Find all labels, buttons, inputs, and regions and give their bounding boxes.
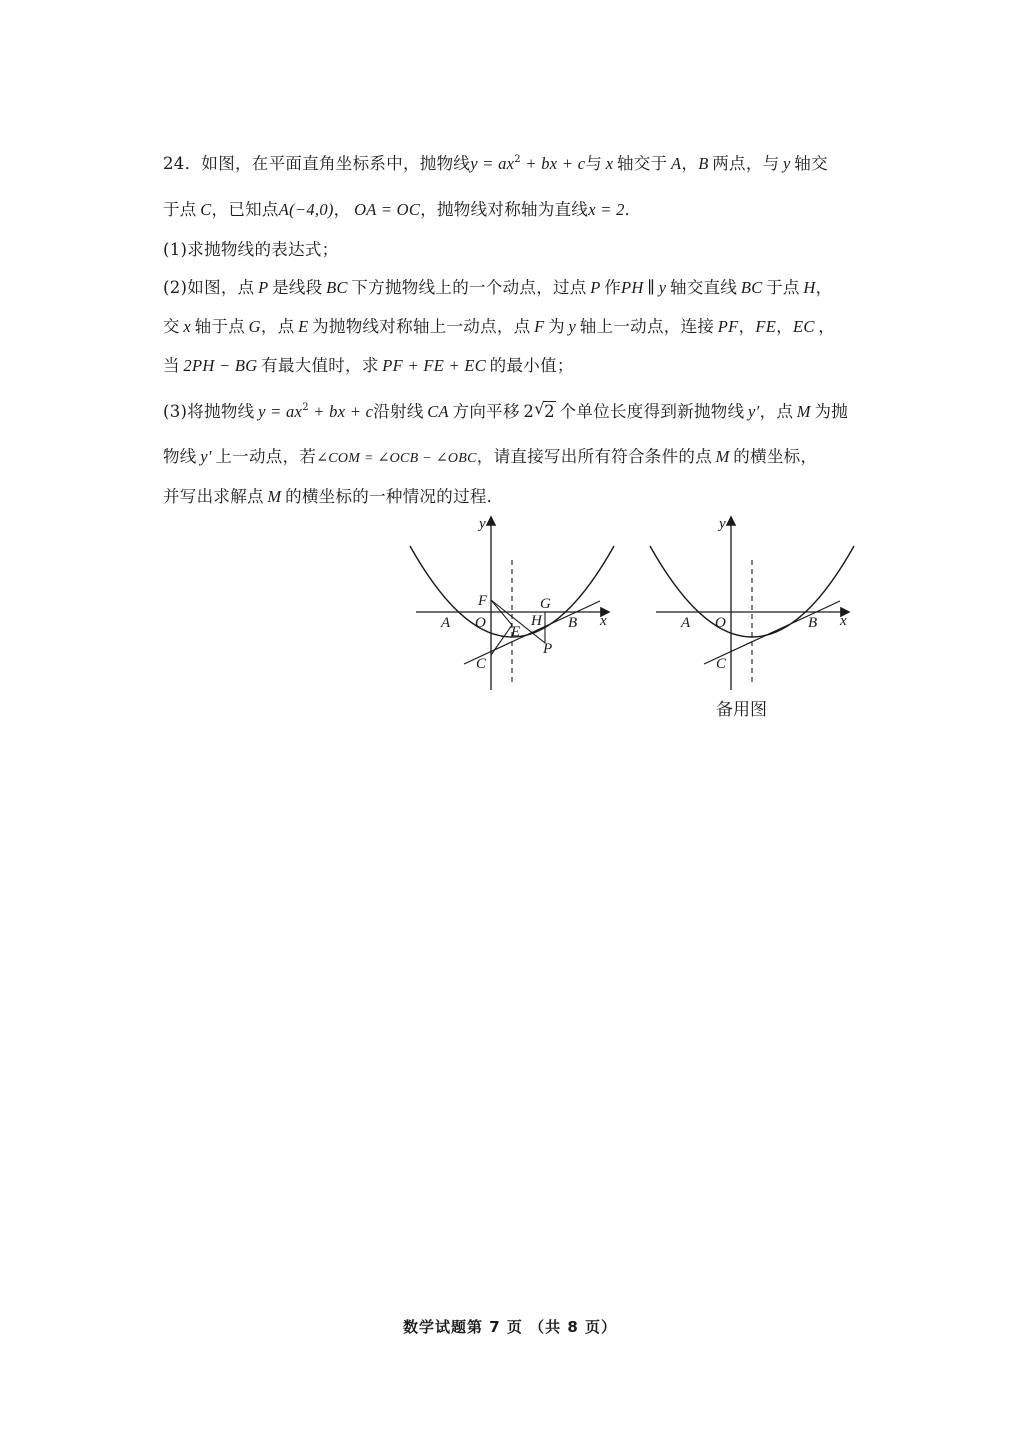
text-segment: 并写出求解点 (163, 487, 264, 506)
text-segment: 轴上一动点，连接 (579, 317, 715, 336)
text-segment: (3)将抛物线 (163, 402, 255, 421)
text-segment: 为 (548, 317, 565, 336)
text-segment: 物线 (163, 447, 197, 466)
math-P: P (590, 278, 601, 297)
label-C: C (476, 656, 487, 672)
text-segment: ，点 (759, 402, 794, 421)
math-BC: BC (740, 278, 763, 297)
math-y-prime: y′ (748, 402, 760, 421)
text-segment: 的横坐标的一种情况的过程． (285, 487, 504, 506)
label-B: B (568, 615, 578, 631)
label-B: B (808, 615, 818, 631)
text-segment: 轴交于 (617, 154, 668, 173)
text-segment: 轴交 (794, 154, 828, 173)
text-segment: 下方抛物线上的一个动点，过点 (351, 278, 587, 297)
line-BC (704, 601, 840, 664)
math-C: C (200, 200, 212, 219)
math-BC: BC (326, 278, 348, 297)
text-segment: 的横坐标， (733, 447, 818, 466)
text-segment: ， (681, 154, 699, 173)
problem-part-2-line-3 (163, 352, 574, 376)
math-EC: EC (792, 317, 815, 336)
text-segment: 两点，与 (712, 154, 780, 173)
text-segment: 当 (163, 356, 180, 375)
text-segment: ，请直接写出所有符合条件的点 (476, 447, 712, 466)
text-segment: ， (333, 200, 351, 219)
math-y: y (783, 154, 791, 173)
text-segment: 为抛物线对称轴上一动点，点 (312, 317, 531, 336)
text-segment: 于点 (163, 200, 197, 219)
label-x: x (840, 613, 847, 629)
figure-backup-svg (640, 510, 870, 700)
figure-main (400, 510, 630, 700)
label-y: y (479, 516, 486, 532)
label-G: G (540, 596, 551, 612)
text-segment: 有最大值时，求 (261, 356, 379, 375)
math-FE: FE (755, 317, 777, 336)
math-y-prime: y′ (200, 447, 212, 466)
text-segment: 于点 (766, 278, 800, 297)
label-O: O (715, 615, 726, 631)
problem-part-1 (163, 236, 338, 260)
math-PF-FE-EC: PF + FE + EC (382, 356, 487, 375)
math-F: F (534, 317, 545, 336)
math-x: x (605, 154, 614, 173)
math-angle-equation: ∠COM = ∠OCB − ∠OBC (316, 451, 477, 466)
math-B: B (698, 154, 709, 173)
problem-line-2 (163, 196, 641, 220)
label-C: C (716, 656, 727, 672)
math-M: M (796, 402, 811, 421)
figure-backup (640, 510, 870, 700)
segment-EC (491, 625, 512, 655)
text-segment: ， (738, 317, 756, 336)
text-segment: 轴于点 (194, 317, 246, 336)
math-OA-OC: OA = OC (354, 200, 421, 219)
label-F: F (478, 593, 488, 609)
problem-line-1 (163, 150, 828, 174)
label-P: P (543, 641, 553, 657)
text-segment: 轴交直线 (670, 278, 738, 297)
sqrt-expression (534, 399, 556, 421)
math-y: y (658, 278, 667, 297)
text-segment: 是线段 (272, 278, 323, 297)
math-E: E (298, 317, 309, 336)
text-segment: ，已知点 (211, 200, 279, 219)
text-segment: 沿射线 (373, 402, 424, 421)
math-exponent: 2 (514, 154, 521, 165)
math-M: M (267, 487, 282, 506)
label-x: x (600, 613, 607, 629)
text-segment: 方向平移 (452, 402, 520, 421)
problem-part-2-line-1 (163, 274, 832, 298)
problem-part-2-line-2 (163, 313, 835, 337)
math-point-A: A(−4,0) (278, 200, 334, 219)
math-2PH-BG: 2PH − BG (183, 356, 258, 375)
label-H: H (531, 613, 542, 629)
text-segment: 24．如图，在平面直角坐标系中，抛物线 (163, 154, 471, 173)
math-PH: PH (621, 278, 644, 297)
label-A: A (681, 615, 691, 631)
math-coefficient: 2 (523, 402, 535, 421)
math-exponent: 2 (302, 402, 309, 413)
text-segment: ，点 (260, 317, 295, 336)
parallel-symbol: ∥ (647, 278, 656, 297)
text-segment: 上一动点，若 (215, 447, 317, 466)
text-segment: (1)求抛物线的表达式； (163, 240, 339, 259)
page-footer: 数学试题第 7 页 （共 8 页） (403, 1318, 617, 1336)
text-segment: ． (624, 200, 642, 219)
math-PF: PF (717, 317, 739, 336)
text-segment: 为抛 (814, 402, 849, 421)
problem-part-3-line-3 (163, 483, 503, 507)
radical-sign: √ (534, 399, 545, 418)
text-segment: ， (815, 278, 833, 297)
text-segment: 交 (163, 317, 180, 336)
math-P: P (258, 278, 269, 297)
math-ax: = ax (477, 154, 515, 173)
label-E: E (511, 624, 521, 640)
figure-caption: 备用图 (716, 700, 767, 720)
text-segment: 的最小值； (489, 356, 574, 375)
text-segment: 与 (585, 154, 603, 173)
math-H: H (803, 278, 816, 297)
math-y: y (568, 317, 577, 336)
math-axis: x = 2 (588, 200, 625, 219)
math-A: A (671, 154, 682, 173)
math-bx-c: + bx + c (520, 154, 586, 173)
figure-main-svg (400, 510, 630, 700)
problem-part-3-line-2 (163, 443, 817, 467)
text-segment: ， (776, 317, 793, 336)
math-G: G (248, 317, 261, 336)
math-x: x (183, 317, 192, 336)
text-segment: ，抛物线对称轴为直线 (420, 200, 589, 219)
math-CA: CA (427, 402, 449, 421)
text-segment: 作 (604, 278, 622, 297)
label-A: A (441, 615, 451, 631)
text-segment: 个单位长度得到新抛物线 (559, 402, 745, 421)
label-y: y (719, 516, 726, 532)
radicand: 2 (544, 402, 555, 421)
text-segment: ， (818, 317, 836, 336)
math-y-ax: y = ax (258, 402, 303, 421)
label-O: O (475, 615, 486, 631)
math-M: M (715, 447, 730, 466)
math-y: y (470, 154, 478, 173)
math-bx-c: + bx + c (308, 402, 374, 421)
problem-part-3-line-1 (163, 398, 848, 422)
text-segment: (2)如图，点 (163, 278, 255, 297)
